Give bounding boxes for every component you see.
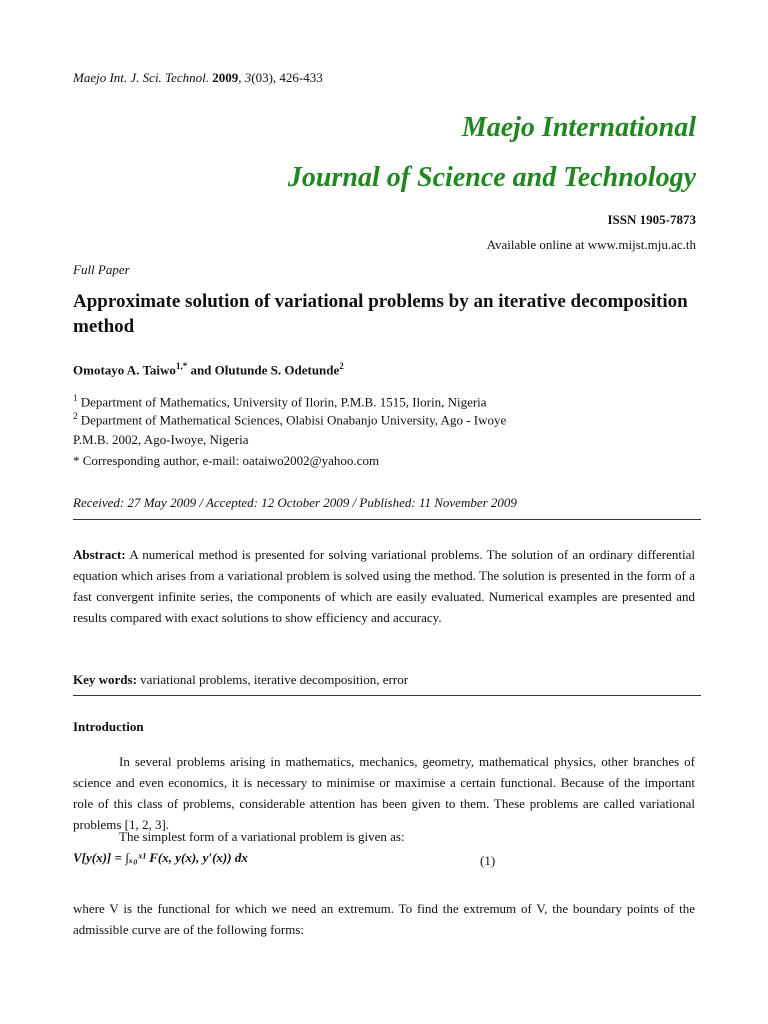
equation-1: V[y(x)] = ∫ₓ₀ˣ¹ F(x, y(x), y′(x)) dx xyxy=(73,850,248,865)
citation-volume: 3 xyxy=(244,70,252,85)
divider-top xyxy=(73,519,701,520)
divider-bottom xyxy=(73,695,701,696)
keywords-text: variational problems, iterative decomposition, error xyxy=(136,672,409,687)
affiliation-2-text: Department of Mathematical Sciences, Olabisi Onabanjo University, Ago - Iwoye xyxy=(77,412,507,428)
abstract-text: A numerical method is presented for solving variational problems. The solution of an ordinary differential equation which arises from a variational problem is solved using the method. The solution is presented in the form of a fast convergent infinite series, the components of which are easily evaluated. Numerical examples are presented and results compared with exact solutions to show efficiency and accuracy. xyxy=(73,547,695,625)
citation-year: 2009 xyxy=(212,70,239,85)
keywords xyxy=(73,669,695,690)
affiliation-1-sup: 1 xyxy=(73,393,78,403)
citation-journal: Maejo Int. J. Sci. Technol. xyxy=(73,70,209,85)
author-2: Olutunde S. Odetunde xyxy=(214,362,340,378)
citation: Maejo Int. J. Sci. Technol. 2009, 3(03), 426-433 xyxy=(73,70,323,85)
journal-title-line1: Maejo International xyxy=(461,112,696,143)
paper-title: Approximate solution of variational problems by an iterative decomposition method xyxy=(73,291,688,337)
issn: ISSN 1905-7873 xyxy=(607,212,696,227)
author-1: Omotayo A. Taiwo xyxy=(73,362,176,378)
citation-issue-pages: (03), 426-433 xyxy=(251,70,323,85)
author-1-sup: 1,* xyxy=(175,361,188,371)
introduction-paragraph: In several problems arising in mathematics, mechanics, geometry, mathematical physics, other branches of science and even economics, it is necessary to minimise or maximise a certain functional. Because of the important role of this class of problems, considerable attention has been given to them. These problems are called variational problems [1, 2, 3]. xyxy=(73,754,695,832)
affiliation-2-sup: 2 xyxy=(73,411,78,421)
publication-dates: Received: 27 May 2009 / Accepted: 12 October 2009 / Published: 11 November 2009 xyxy=(73,495,517,510)
affiliation-2 xyxy=(73,411,506,428)
authors xyxy=(73,361,344,378)
simplest-form-text: The simplest form of a variational problem is given as: xyxy=(119,829,405,844)
abstract-label: Abstract: xyxy=(73,547,126,562)
journal-title-line2: Journal of Science and Technology xyxy=(287,162,696,193)
author-2-sup: 2 xyxy=(339,361,344,371)
available-online: Available online at www.mijst.mju.ac.th xyxy=(486,237,696,252)
author-and: and xyxy=(187,362,215,378)
paper-type: Full Paper xyxy=(73,262,130,277)
affiliation-1-text: Department of Mathematics, University of Ilorin, P.M.B. 1515, Ilorin, Nigeria xyxy=(77,394,487,410)
equation-1-number: (1) xyxy=(480,853,496,868)
keywords-label: Key words: xyxy=(73,672,137,687)
corresponding-author: * Corresponding author, e-mail: oataiwo2002@yahoo.com xyxy=(73,453,380,468)
affiliation-2-cont: P.M.B. 2002, Ago-Iwoye, Nigeria xyxy=(73,432,249,447)
functional-description: where V is the functional for which we need an extremum. To find the extremum of V, the boundary points of the admissible curve are of the following forms: xyxy=(73,901,695,937)
abstract xyxy=(73,544,695,628)
introduction-heading: Introduction xyxy=(73,719,144,734)
affiliation-1 xyxy=(73,393,487,410)
